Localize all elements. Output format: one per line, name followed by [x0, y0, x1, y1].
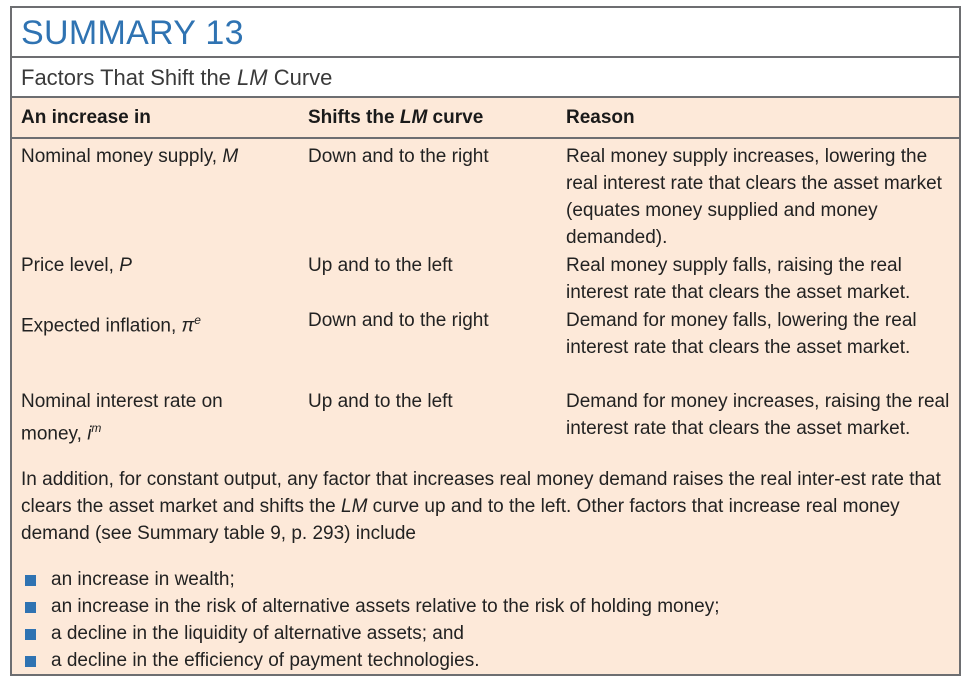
table-row-reason: Real money supply increases, lowering the real interest rate that clears the asset market (equates money supplied and money demanded). [566, 146, 942, 248]
subtitle-band [12, 58, 959, 98]
list-item [21, 620, 720, 647]
additional-factors-paragraph [21, 466, 951, 547]
paragraph-italic: LM [341, 496, 368, 517]
subtitle-suffix: Curve [267, 65, 333, 90]
title-band [12, 8, 959, 58]
square-bullet-icon [25, 602, 36, 613]
table-row-shift: Up and to the left [308, 391, 453, 412]
list-item [21, 593, 720, 620]
factor-symbol: π [181, 315, 195, 337]
header-reason: Reason [566, 107, 635, 128]
header-shifts-lm [308, 107, 483, 129]
factor-text: Nominal money supply, [21, 146, 223, 167]
list-item-text: a decline in the efficiency of payment technologies. [51, 650, 480, 671]
list-item-text: an increase in wealth; [51, 569, 235, 590]
factor-symbol: M [222, 146, 239, 167]
summary-box [10, 6, 961, 676]
table-row-factor [21, 143, 291, 170]
table-row-factor [21, 388, 271, 447]
subtitle-prefix: Factors That Shift the [21, 65, 238, 90]
header-shifts-suffix: curve [427, 107, 484, 128]
factor-text: Nominal interest rate on money, [21, 391, 223, 445]
factor-superscript: e [194, 313, 201, 327]
paragraph-text: In addition, for constant output, any factor that increases real money demand raises the real inter-est rate that clears the asset market and shifts the [21, 469, 941, 517]
list-item-text: a decline in the liquidity of alternative assets; and [51, 623, 464, 644]
summary-title: SUMMARY 13 [21, 14, 244, 52]
table-row-shift: Down and to the right [308, 146, 489, 167]
bullet-list [21, 566, 720, 674]
list-item [21, 566, 720, 593]
square-bullet-icon [25, 656, 36, 667]
table-row-factor [21, 252, 291, 279]
table-row-reason: Demand for money falls, lowering the real interest rate that clears the asset market. [566, 310, 917, 358]
list-item-text: an increase in the risk of alternative assets relative to the risk of holding money; [51, 596, 720, 617]
table-subtitle [21, 65, 332, 91]
header-increase-in: An increase in [21, 107, 151, 128]
factor-superscript: m [91, 421, 102, 435]
table-row-shift: Up and to the left [308, 255, 453, 276]
table-row-reason: Real money supply falls, raising the real interest rate that clears the asset market. [566, 255, 911, 303]
factor-text: Expected inflation, [21, 315, 182, 337]
factor-symbol: i [87, 423, 92, 445]
square-bullet-icon [25, 575, 36, 586]
table-row-shift: Down and to the right [308, 310, 489, 331]
paragraph-text: curve up and to the left. Other factors that increase real money demand (see Summary table 9, p. 293) include [21, 496, 900, 544]
factor-text: Price level, [21, 255, 120, 276]
table-row-reason: Demand for money increases, raising the real interest rate that clears the asset market. [566, 391, 950, 439]
header-shifts-italic: LM [399, 107, 428, 128]
table-row-factor [21, 307, 291, 339]
square-bullet-icon [25, 629, 36, 640]
table-header-row [12, 98, 959, 139]
list-item [21, 647, 720, 674]
factor-symbol: P [119, 255, 132, 276]
subtitle-italic: LM [237, 65, 268, 90]
header-shifts-prefix: Shifts the [308, 107, 400, 128]
